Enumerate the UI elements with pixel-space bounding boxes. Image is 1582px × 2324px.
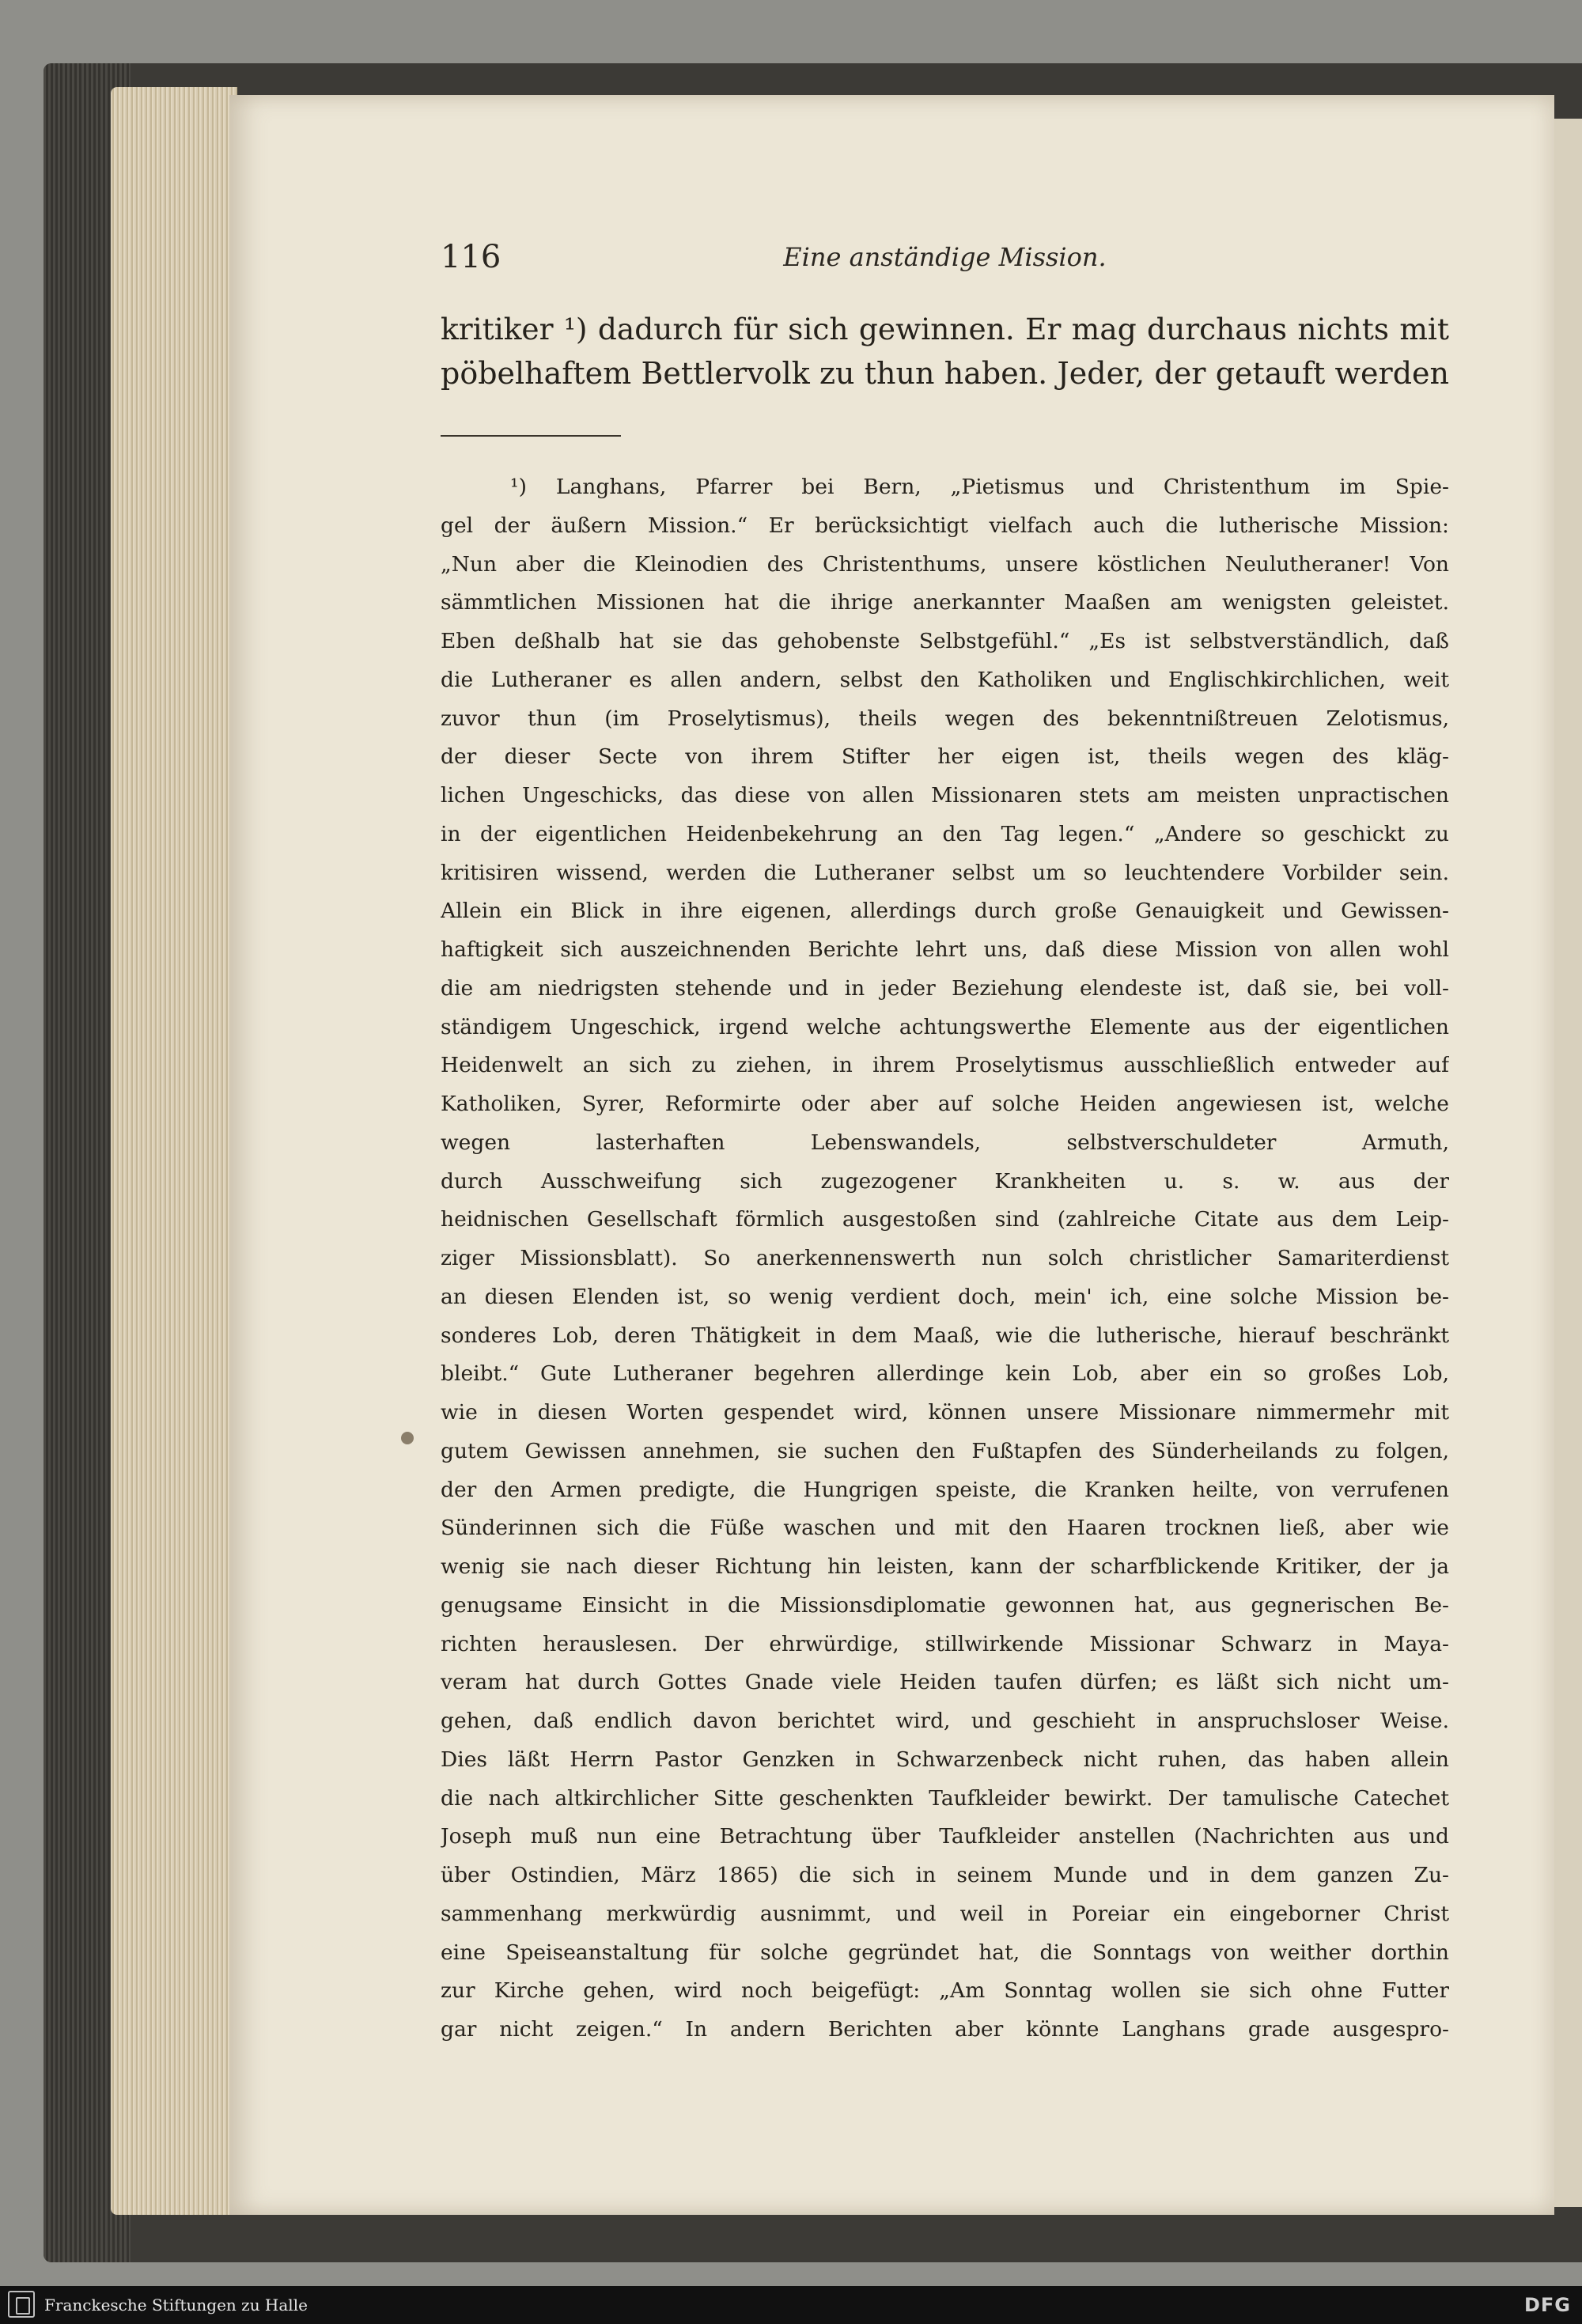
footnote-line: eine Speiseanstaltung für solche gegründet hat, die Sonntags von weither dorthin — [441, 1940, 1449, 1965]
footnote-line: die Lutheraner es allen andern, selbst den Katholiken und Englischkirchlichen, weit — [441, 667, 1449, 692]
footnote-line: gutem Gewissen annehmen, sie suchen den Fußtapfen des Sünderheilands zu folgen, — [441, 1438, 1449, 1463]
footnote-line: sonderes Lob, deren Thätigkeit in dem Maaß, wie die lutherische, hierauf beschränkt — [441, 1323, 1449, 1348]
footnote-line: zuvor thun (im Proselytismus), theils wegen des bekenntnißtreuen Zelotismus, — [441, 706, 1449, 731]
text-line: pöbelhaftem Bettlervolk zu thun haben. Jeder, der getauft werden — [441, 356, 1449, 391]
dfg-logo: DFG — [1523, 2294, 1571, 2316]
next-page-edge — [1554, 119, 1582, 2207]
footnote-line: richten herauslesen. Der ehrwürdige, stillwirkende Missionar Schwarz in Maya- — [441, 1631, 1449, 1656]
footnote-line: der dieser Secte von ihrem Stifter her eigen ist, theils wegen des kläg- — [441, 744, 1449, 770]
footnote-line: lichen Ungeschicks, das diese von allen Missionaren stets am meisten unpractischen — [441, 783, 1449, 808]
footnote-line: haftigkeit sich auszeichnenden Berichte lehrt uns, daß diese Mission von allen wohl — [441, 937, 1449, 962]
footnote-line: Allein ein Blick in ihre eigenen, allerdings durch große Genauigkeit und Gewissen- — [441, 899, 1449, 924]
institution-name: Franckesche Stiftungen zu Halle — [44, 2296, 308, 2315]
footnote-line: an diesen Elenden ist, so wenig verdient doch, mein' ich, eine solche Mission be- — [441, 1284, 1449, 1309]
footnote-line: veram hat durch Gottes Gnade viele Heiden taufen dürfen; es läßt sich nicht um- — [441, 1670, 1449, 1695]
footnote-line: ¹) Langhans, Pfarrer bei Bern, „Pietismus und Christenthum im Spie- — [510, 475, 1449, 499]
footnote-line: Eben deßhalb hat sie das gehobenste Selbstgefühl.“ „Es ist selbstverständlich, daß — [441, 629, 1449, 653]
franckesche-stiftungen-logo-icon — [8, 2291, 35, 2318]
footnote-line: Sünderinnen sich die Füße waschen und mit den Haaren trocknen ließ, aber wie — [441, 1516, 1449, 1541]
footnote-line: die am niedrigsten stehende und in jeder Beziehung elendeste ist, daß sie, bei voll- — [441, 975, 1449, 1001]
footnote-line: Heidenwelt an sich zu ziehen, in ihrem Proselytismus ausschließlich entweder auf — [441, 1053, 1449, 1078]
footnote-line: genugsame Einsicht in die Missionsdiplomatie gewonnen hat, aus gegnerischen Be- — [441, 1592, 1449, 1618]
footnote-line: gel der äußern Mission.“ Er berücksichtigt vielfach auch die lutherische Mission: — [441, 513, 1449, 538]
footnote-line: Dies läßt Herrn Pastor Genzken in Schwarzenbeck nicht ruhen, das haben allein — [441, 1747, 1449, 1772]
footnote-line: über Ostindien, März 1865) die sich in seinem Munde und in dem ganzen Zu- — [441, 1863, 1449, 1887]
footnote-line: gar nicht zeigen.“ In andern Berichten aber könnte Langhans grade ausgespro- — [441, 2017, 1449, 2042]
footnote-line: durch Ausschweifung sich zugezogener Krankheiten u. s. w. aus der — [441, 1168, 1449, 1194]
footnote — [441, 468, 1449, 2088]
page-number: 116 — [441, 239, 501, 275]
page-header — [441, 233, 1449, 281]
footnote-line: sammenhang merkwürdig ausnimmt, und weil in Poreiar ein eingeborner Christ — [441, 1901, 1449, 1926]
ink-spot — [401, 1432, 414, 1444]
footnote-line: zur Kirche gehen, wird noch beigefügt: „Am Sonntag wollen sie sich ohne Futter — [441, 1978, 1449, 2004]
footnote-line: der den Armen predigte, die Hungrigen speiste, die Kranken heilte, von verrufenen — [441, 1477, 1449, 1502]
footnote-line: bleibt.“ Gute Lutheraner begehren allerdinge kein Lob, aber ein so großes Lob, — [441, 1361, 1449, 1387]
footnote-line — [441, 2050, 1449, 2088]
footnote-line: kritisiren wissend, werden die Lutheraner selbst um so leuchtendere Vorbilder sein. — [441, 860, 1449, 885]
footnote-divider — [441, 435, 621, 437]
footnote-line: in der eigentlichen Heidenbekehrung an den Tag legen.“ „Andere so geschickt zu — [441, 821, 1449, 846]
main-text — [441, 307, 1449, 396]
footnote-line: Joseph muß nun eine Betrachtung über Taufkleider anstellen (Nachrichten aus und — [441, 1824, 1449, 1849]
footnote-line: ständigem Ungeschick, irgend welche achtungswerthe Elemente aus der eigentlichen — [441, 1014, 1449, 1039]
footnote-line: die nach altkirchlicher Sitte geschenkten Taufkleider bewirkt. Der tamulische Catechet — [441, 1785, 1449, 1811]
footnote-line: heidnischen Gesellschaft förmlich ausgestoßen sind (zahlreiche Citate aus dem Leip- — [441, 1207, 1449, 1232]
running-title: Eine anständige Mission. — [783, 242, 1107, 272]
viewer-footer — [0, 2286, 1582, 2324]
footnote-line: wenig sie nach dieser Richtung hin leisten, kann der scharfblickende Kritiker, der ja — [441, 1554, 1449, 1579]
footnote-line: „Nun aber die Kleinodien des Christenthums, unsere köstlichen Neulutheraner! Von — [441, 551, 1449, 577]
text-line: kritiker ¹) dadurch für sich gewinnen. Er mag durchaus nichts mit — [441, 312, 1449, 346]
footnote-line: wegen lasterhaften Lebenswandels, selbstverschuldeter Armuth, — [441, 1130, 1449, 1155]
footnote-line: ziger Missionsblatt). So anerkennenswerth nun solch christlicher Samariterdienst — [441, 1246, 1449, 1270]
page-edges — [111, 87, 237, 2215]
footnote-line: sämmtlichen Missionen hat die ihrige anerkannter Maaßen am wenigsten geleistet. — [441, 590, 1449, 615]
footnote-line: gehen, daß endlich davon berichtet wird, und geschieht in anspruchsloser Weise. — [441, 1709, 1449, 1733]
footnote-line: Katholiken, Syrer, Reformirte oder aber auf solche Heiden angewiesen ist, welche — [441, 1092, 1449, 1116]
footnote-line: wie in diesen Worten gespendet wird, können unsere Missionare nimmermehr mit — [441, 1400, 1449, 1425]
